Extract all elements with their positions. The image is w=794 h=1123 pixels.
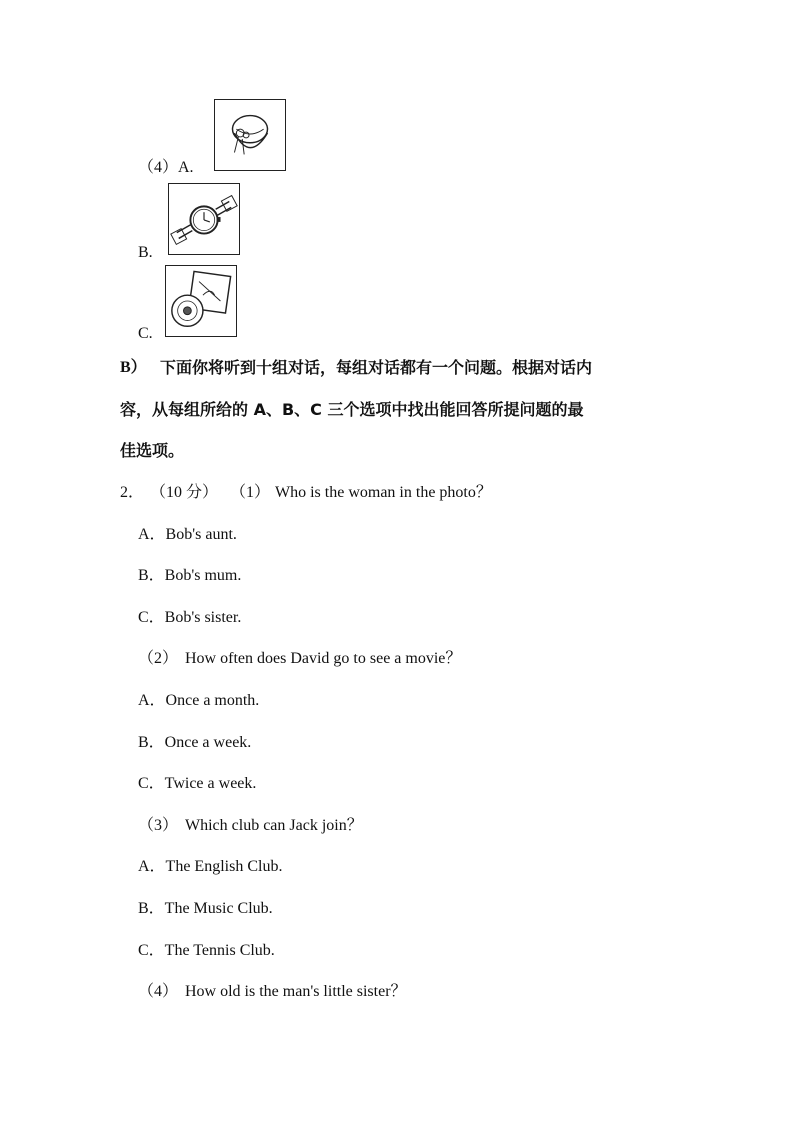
section-b-label: B） — [120, 359, 147, 376]
q1-4-option-b-label: B. — [138, 244, 153, 261]
q2-2-option-b: B．Once a week. — [138, 734, 252, 751]
q2-1-option-b: B．Bob's mum. — [138, 567, 242, 584]
q2-2-question: How often does David go to see a movie？ — [185, 650, 462, 667]
q2-3-option-c: C．The Tennis Club. — [138, 942, 275, 959]
q2-3-option-a: A．The English Club. — [138, 858, 283, 875]
section-b-line-3: 佳选项。 — [120, 441, 185, 460]
q2-2-option-c: C．Twice a week. — [138, 775, 257, 792]
section-b-line-2: 容，从每组所给的 A、B、C 三个选项中找出能回答所提问题的最 — [120, 400, 584, 419]
q2-1-option-a: A．Bob's aunt. — [138, 526, 237, 543]
hat-icon — [215, 100, 285, 170]
q2-points: （10 分） — [150, 484, 219, 501]
q2-3-label: （3） — [138, 817, 179, 834]
q1-4-option-a-label: （4）A. — [138, 159, 194, 176]
q2-4-label: （4） — [138, 983, 179, 1000]
q2-1-question: Who is the woman in the photo？ — [275, 484, 492, 501]
q2-4-question: How old is the man's little sister？ — [185, 983, 407, 1000]
cd-image — [165, 265, 237, 337]
q2-3-option-b: B．The Music Club. — [138, 900, 273, 917]
q2-2-option-a: A．Once a month. — [138, 692, 260, 709]
q1-4-option-c-label: C. — [138, 325, 153, 342]
cd-icon — [166, 266, 236, 336]
q2-1-label: （1） — [230, 484, 271, 501]
q2-1-option-c: C．Bob's sister. — [138, 609, 242, 626]
section-b-line-1: 下面你将听到十组对话，每组对话都有一个问题。根据对话内 — [160, 358, 593, 377]
q2-number: 2． — [120, 484, 145, 501]
q2-2-label: （2） — [138, 650, 179, 667]
q2-3-question: Which club can Jack join？ — [185, 817, 363, 834]
hat-image — [214, 99, 286, 171]
watch-icon — [169, 184, 239, 254]
watch-image — [168, 183, 240, 255]
